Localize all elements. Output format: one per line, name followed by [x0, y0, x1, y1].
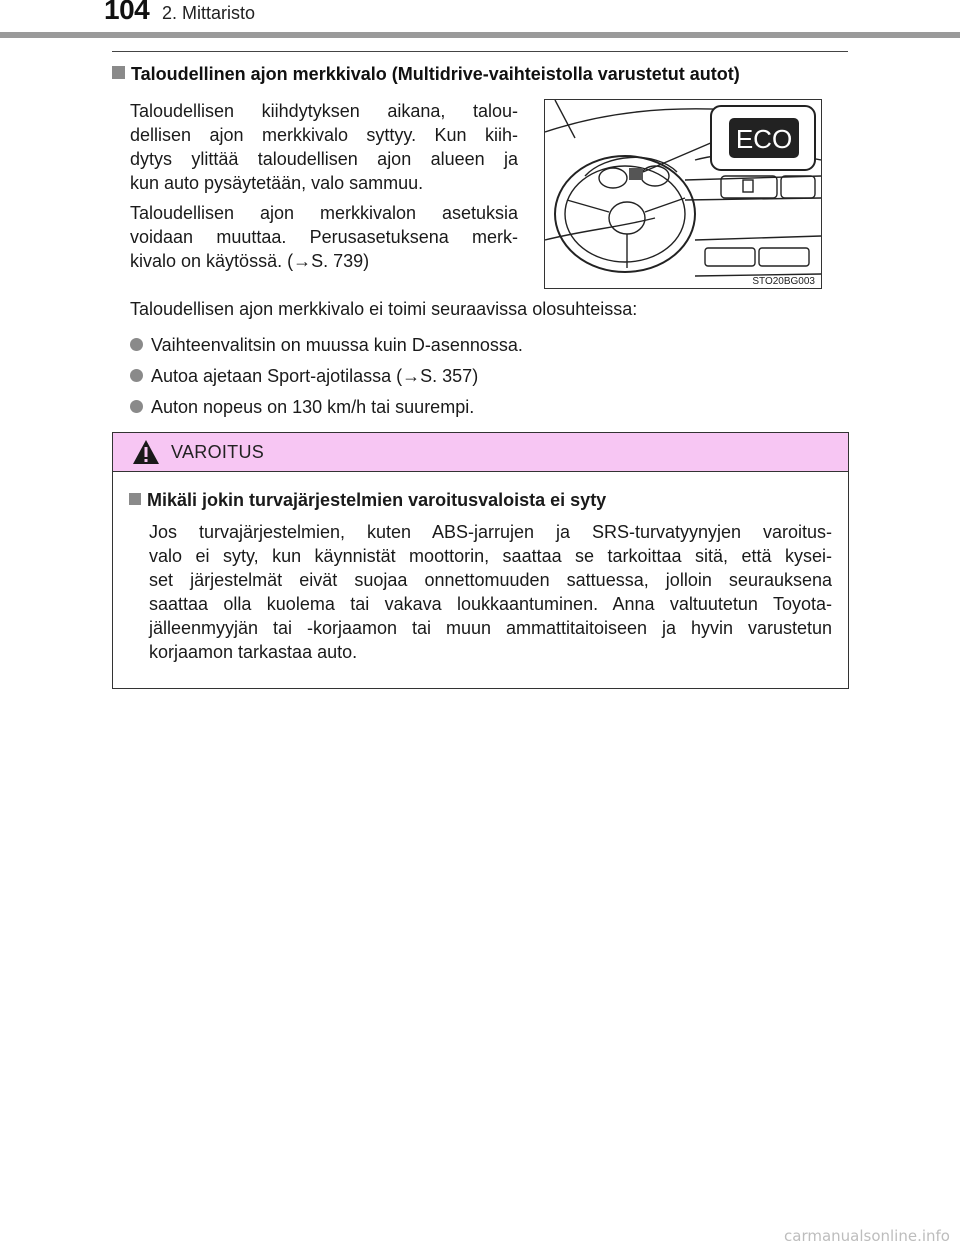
paragraph-eco-settings: Taloudellisen ajon merkkivalon asetuksia voidaan muuttaa. Perusasetuksena merk- kivalo on käytössä. (→S. 739) — [130, 203, 518, 271]
list-item: Vaihteenvalitsin on muussa kuin D-asennossa. — [130, 333, 523, 357]
eco-light-location — [629, 168, 643, 180]
page-header — [0, 0, 960, 30]
warning-triangle-icon — [132, 439, 160, 465]
dashboard-drawing — [545, 100, 821, 288]
chapter-title: 2. Mittaristo — [162, 3, 256, 23]
conditions-intro: Taloudellisen ajon merkkivalo ei toimi seuraavissa olosuhteissa: — [130, 299, 638, 319]
list-item: Auton nopeus on 130 km/h tai suurempi. — [130, 395, 474, 419]
warning-box — [112, 432, 849, 689]
paragraph-eco-indicator: Taloudellisen kiihdytyksen aikana, talou- dellisen ajon merkkivalo syttyy. Kun kiih- dytys ylittää taloudellisen ajon alueen ja kun auto pysäytetään, valo sammuu. — [130, 101, 518, 193]
section-title: Taloudellinen ajon merkkivalo (Multidrive-vaihteistolla varustetut autot) — [112, 64, 740, 85]
warning-label: VAROITUS — [171, 442, 265, 462]
header-rule — [0, 32, 960, 38]
page-number: 104 — [104, 0, 150, 25]
figure-code: STO20BG003 — [752, 276, 815, 287]
square-bullet-icon — [129, 493, 141, 505]
list-item: Autoa ajetaan Sport-ajotilassa (→S. 357) — [130, 364, 478, 388]
warning-text: Jos turvajärjestelmien, kuten ABS-jarrujen ja SRS-turvatyynyjen varoitus- valo ei syty, kun käynnistät moottorin, saattaa se tarkoittaa sitä, että kysei- set järjestelmät eivät suojaa onnettomuuden sattuessa, jolloin seurauksena saattaa olla kuolema tai vakava loukkaantuminen. Anna valtuutetun Toyota- jälleenmyyjän tai -korjaamon tai muun ammattitaitoiseen ja hyvin varustetun korjaamon tarkastaa auto. — [149, 522, 832, 662]
dashboard-illustration — [544, 99, 822, 289]
bullet-dot-icon — [130, 338, 143, 351]
warning-header — [113, 433, 848, 472]
square-bullet-icon — [112, 66, 125, 79]
eco-indicator-text: ECO — [735, 124, 793, 154]
watermark: carmanualsonline.info — [784, 1227, 950, 1245]
bullet-dot-icon — [130, 369, 143, 382]
section-rule — [112, 51, 848, 52]
bullet-dot-icon — [130, 400, 143, 413]
warning-title: Mikäli jokin turvajärjestelmien varoitusvaloista ei syty — [129, 490, 606, 511]
